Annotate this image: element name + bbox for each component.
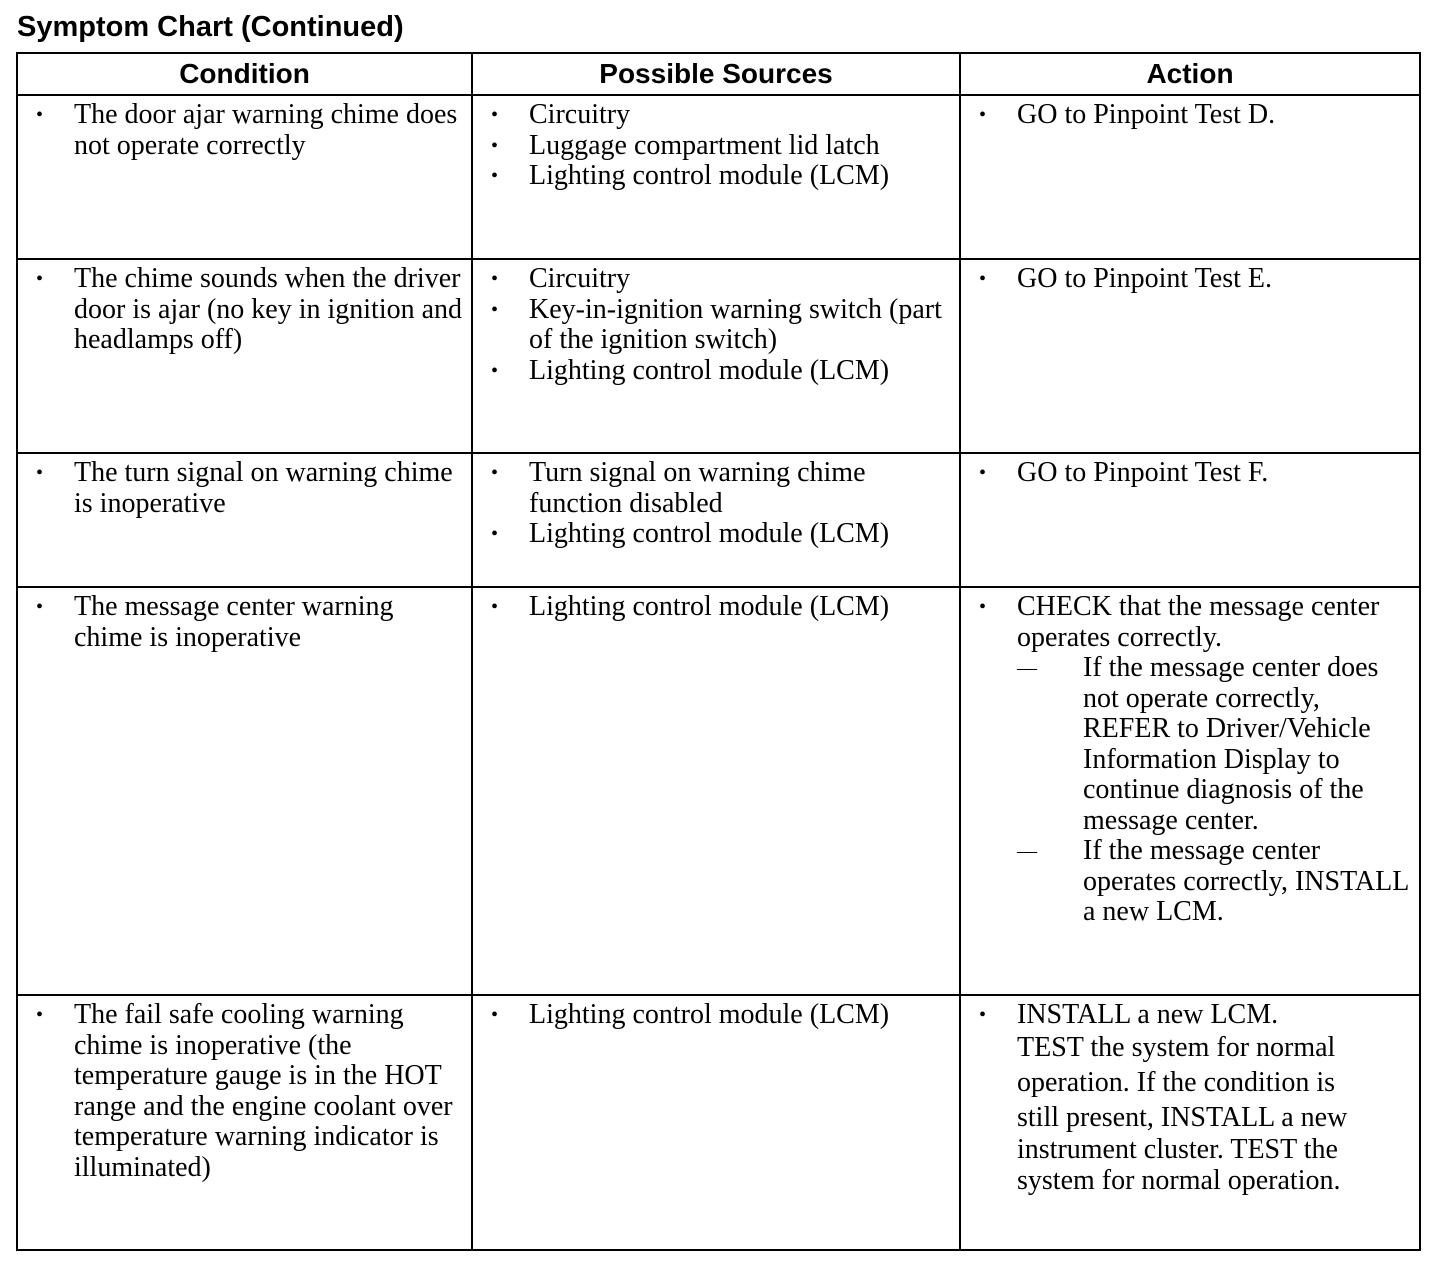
action-text: • GO to Pinpoint Test F. [971, 458, 1413, 489]
action-cell [960, 259, 1420, 453]
action-note-line: still present, INSTALL a new [1017, 1101, 1348, 1133]
action-cell [960, 587, 1420, 995]
action-note [971, 1033, 1413, 1197]
action-note-line: instrument cluster. TEST the [1017, 1134, 1338, 1165]
action-sub-list [1017, 653, 1413, 928]
action-text: CHECK that the message center operates correctly. [1017, 591, 1380, 653]
action-cell [960, 95, 1420, 259]
source-item: • Circuitry [483, 264, 953, 295]
sources-cell [472, 453, 960, 587]
source-item: • Lighting control module (LCM) [483, 161, 953, 192]
action-sub-item: — If the message center operates correctly, INSTALL a new LCM. [1017, 836, 1413, 928]
page-title: Symptom Chart (Continued) [17, 11, 404, 43]
column-header-condition: Condition [17, 53, 472, 95]
source-item: • Circuitry [483, 100, 953, 131]
condition-cell [17, 587, 472, 995]
condition-text: • The message center warning chime is inoperative [28, 592, 465, 653]
condition-cell [17, 995, 472, 1250]
source-item: • Turn signal on warning chime function disabled [483, 458, 953, 519]
column-header-action: Action [960, 53, 1420, 95]
condition-text: • The chime sounds when the driver door is ajar (no key in ignition and headlamps off) [28, 264, 465, 356]
table-row [17, 259, 1420, 453]
header-row [17, 53, 1420, 95]
condition-text: • The door ajar warning chime does not operate correctly [28, 100, 465, 161]
action-note-line: system for normal operation. [1017, 1164, 1341, 1196]
table-row [17, 453, 1420, 587]
condition-text: • The turn signal on warning chime is inoperative [28, 458, 465, 519]
table-row [17, 587, 1420, 995]
source-item: • Lighting control module (LCM) [483, 592, 953, 623]
action-note-line: operation. If the condition is [1017, 1067, 1336, 1098]
table-row [17, 95, 1420, 259]
source-item: • Key-in-ignition warning switch (part of the ignition switch) [483, 295, 953, 356]
column-header-possible-sources: Possible Sources [472, 53, 960, 95]
condition-text: • The fail safe cooling warning chime is inoperative (the temperature gauge is in the HOT range and the engine coolant over temperature warning indicator is illuminated) [28, 1000, 465, 1183]
sources-cell [472, 259, 960, 453]
sources-cell [472, 995, 960, 1250]
source-item: • Luggage compartment lid latch [483, 131, 953, 162]
condition-cell [17, 95, 472, 259]
symptom-chart-table [16, 52, 1421, 1251]
action-text: • GO to Pinpoint Test E. [971, 264, 1413, 295]
condition-cell [17, 259, 472, 453]
action-cell [960, 453, 1420, 587]
sources-cell [472, 95, 960, 259]
source-item: • Lighting control module (LCM) [483, 519, 953, 550]
action-cell [960, 995, 1420, 1250]
condition-cell [17, 453, 472, 587]
action-text: • INSTALL a new LCM. [971, 1000, 1413, 1031]
action-text: • GO to Pinpoint Test D. [971, 100, 1413, 131]
sources-cell [472, 587, 960, 995]
source-item: • Lighting control module (LCM) [483, 1000, 953, 1031]
action-sub-item: — If the message center does not operate correctly, REFER to Driver/Vehicle Information Display to continue diagnosis of the message center. [1017, 653, 1413, 836]
action-note-line: TEST the system for normal [1017, 1031, 1336, 1063]
action-item [971, 592, 1413, 928]
table-row [17, 995, 1420, 1250]
source-item: • Lighting control module (LCM) [483, 356, 953, 387]
